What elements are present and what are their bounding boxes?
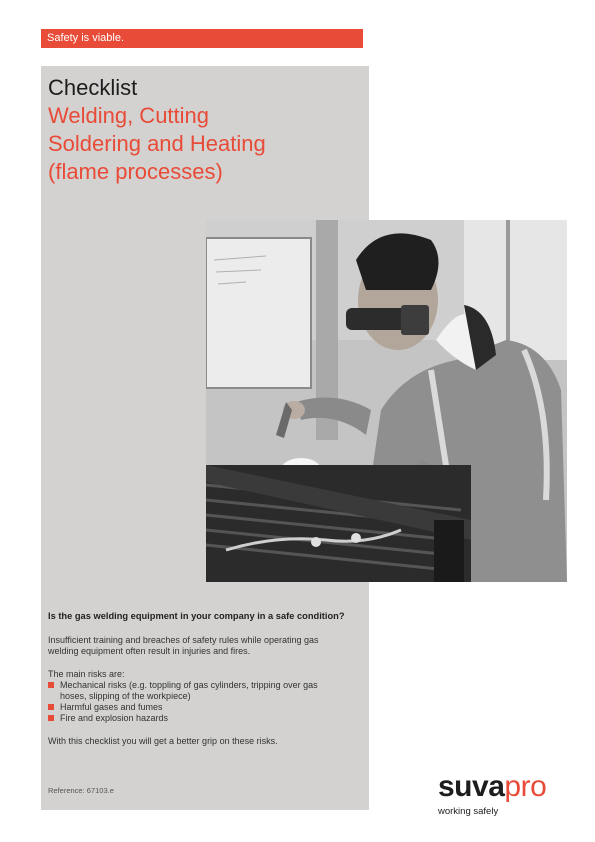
square-bullet-icon xyxy=(48,682,54,688)
risk-item xyxy=(48,680,368,702)
subtitle-line-3: (flame processes) xyxy=(48,159,223,184)
risk-item-text: Fire and explosion hazards xyxy=(60,713,169,723)
reference-number: Reference: 67103.e xyxy=(48,786,114,795)
suvapro-logo xyxy=(438,772,578,817)
square-bullet-icon xyxy=(48,704,54,710)
tagline-bar xyxy=(41,29,363,48)
logo-suva-text: suva xyxy=(438,770,505,803)
tagline-text: Safety is viable. xyxy=(47,32,125,44)
risk-item-text: Harmful gases and fumes xyxy=(60,702,163,712)
risk-list xyxy=(48,680,368,724)
subtitle-line-2: Soldering and Heating xyxy=(48,131,266,156)
page-title: Checklist xyxy=(48,75,138,100)
intro-line-1: Insufficient training and breaches of safety rules while operating gas xyxy=(48,635,319,645)
logo-wordmark xyxy=(438,772,578,802)
intro-line-2: welding equipment often result in injuries and fires. xyxy=(48,646,251,656)
logo-pro-text: pro xyxy=(504,770,547,803)
closing-paragraph: With this checklist you will get a better grip on these risks. xyxy=(48,736,278,746)
welder-photo xyxy=(206,220,567,582)
risk-item xyxy=(48,713,368,724)
intro-paragraph xyxy=(48,635,368,657)
risk-item-line-1: Mechanical risks (e.g. toppling of gas cylinders, tripping over gas xyxy=(60,680,318,690)
risk-item-line-2: hoses, slipping of the workpiece) xyxy=(60,691,191,701)
risks-heading: The main risks are: xyxy=(48,669,125,679)
risk-item xyxy=(48,702,368,713)
logo-tagline: working safely xyxy=(438,806,499,817)
square-bullet-icon xyxy=(48,715,54,721)
title-block xyxy=(48,74,368,186)
subtitle-line-1: Welding, Cutting xyxy=(48,103,210,128)
intro-question: Is the gas welding equipment in your company in a safe condition? xyxy=(48,611,345,621)
content-section xyxy=(48,611,368,759)
